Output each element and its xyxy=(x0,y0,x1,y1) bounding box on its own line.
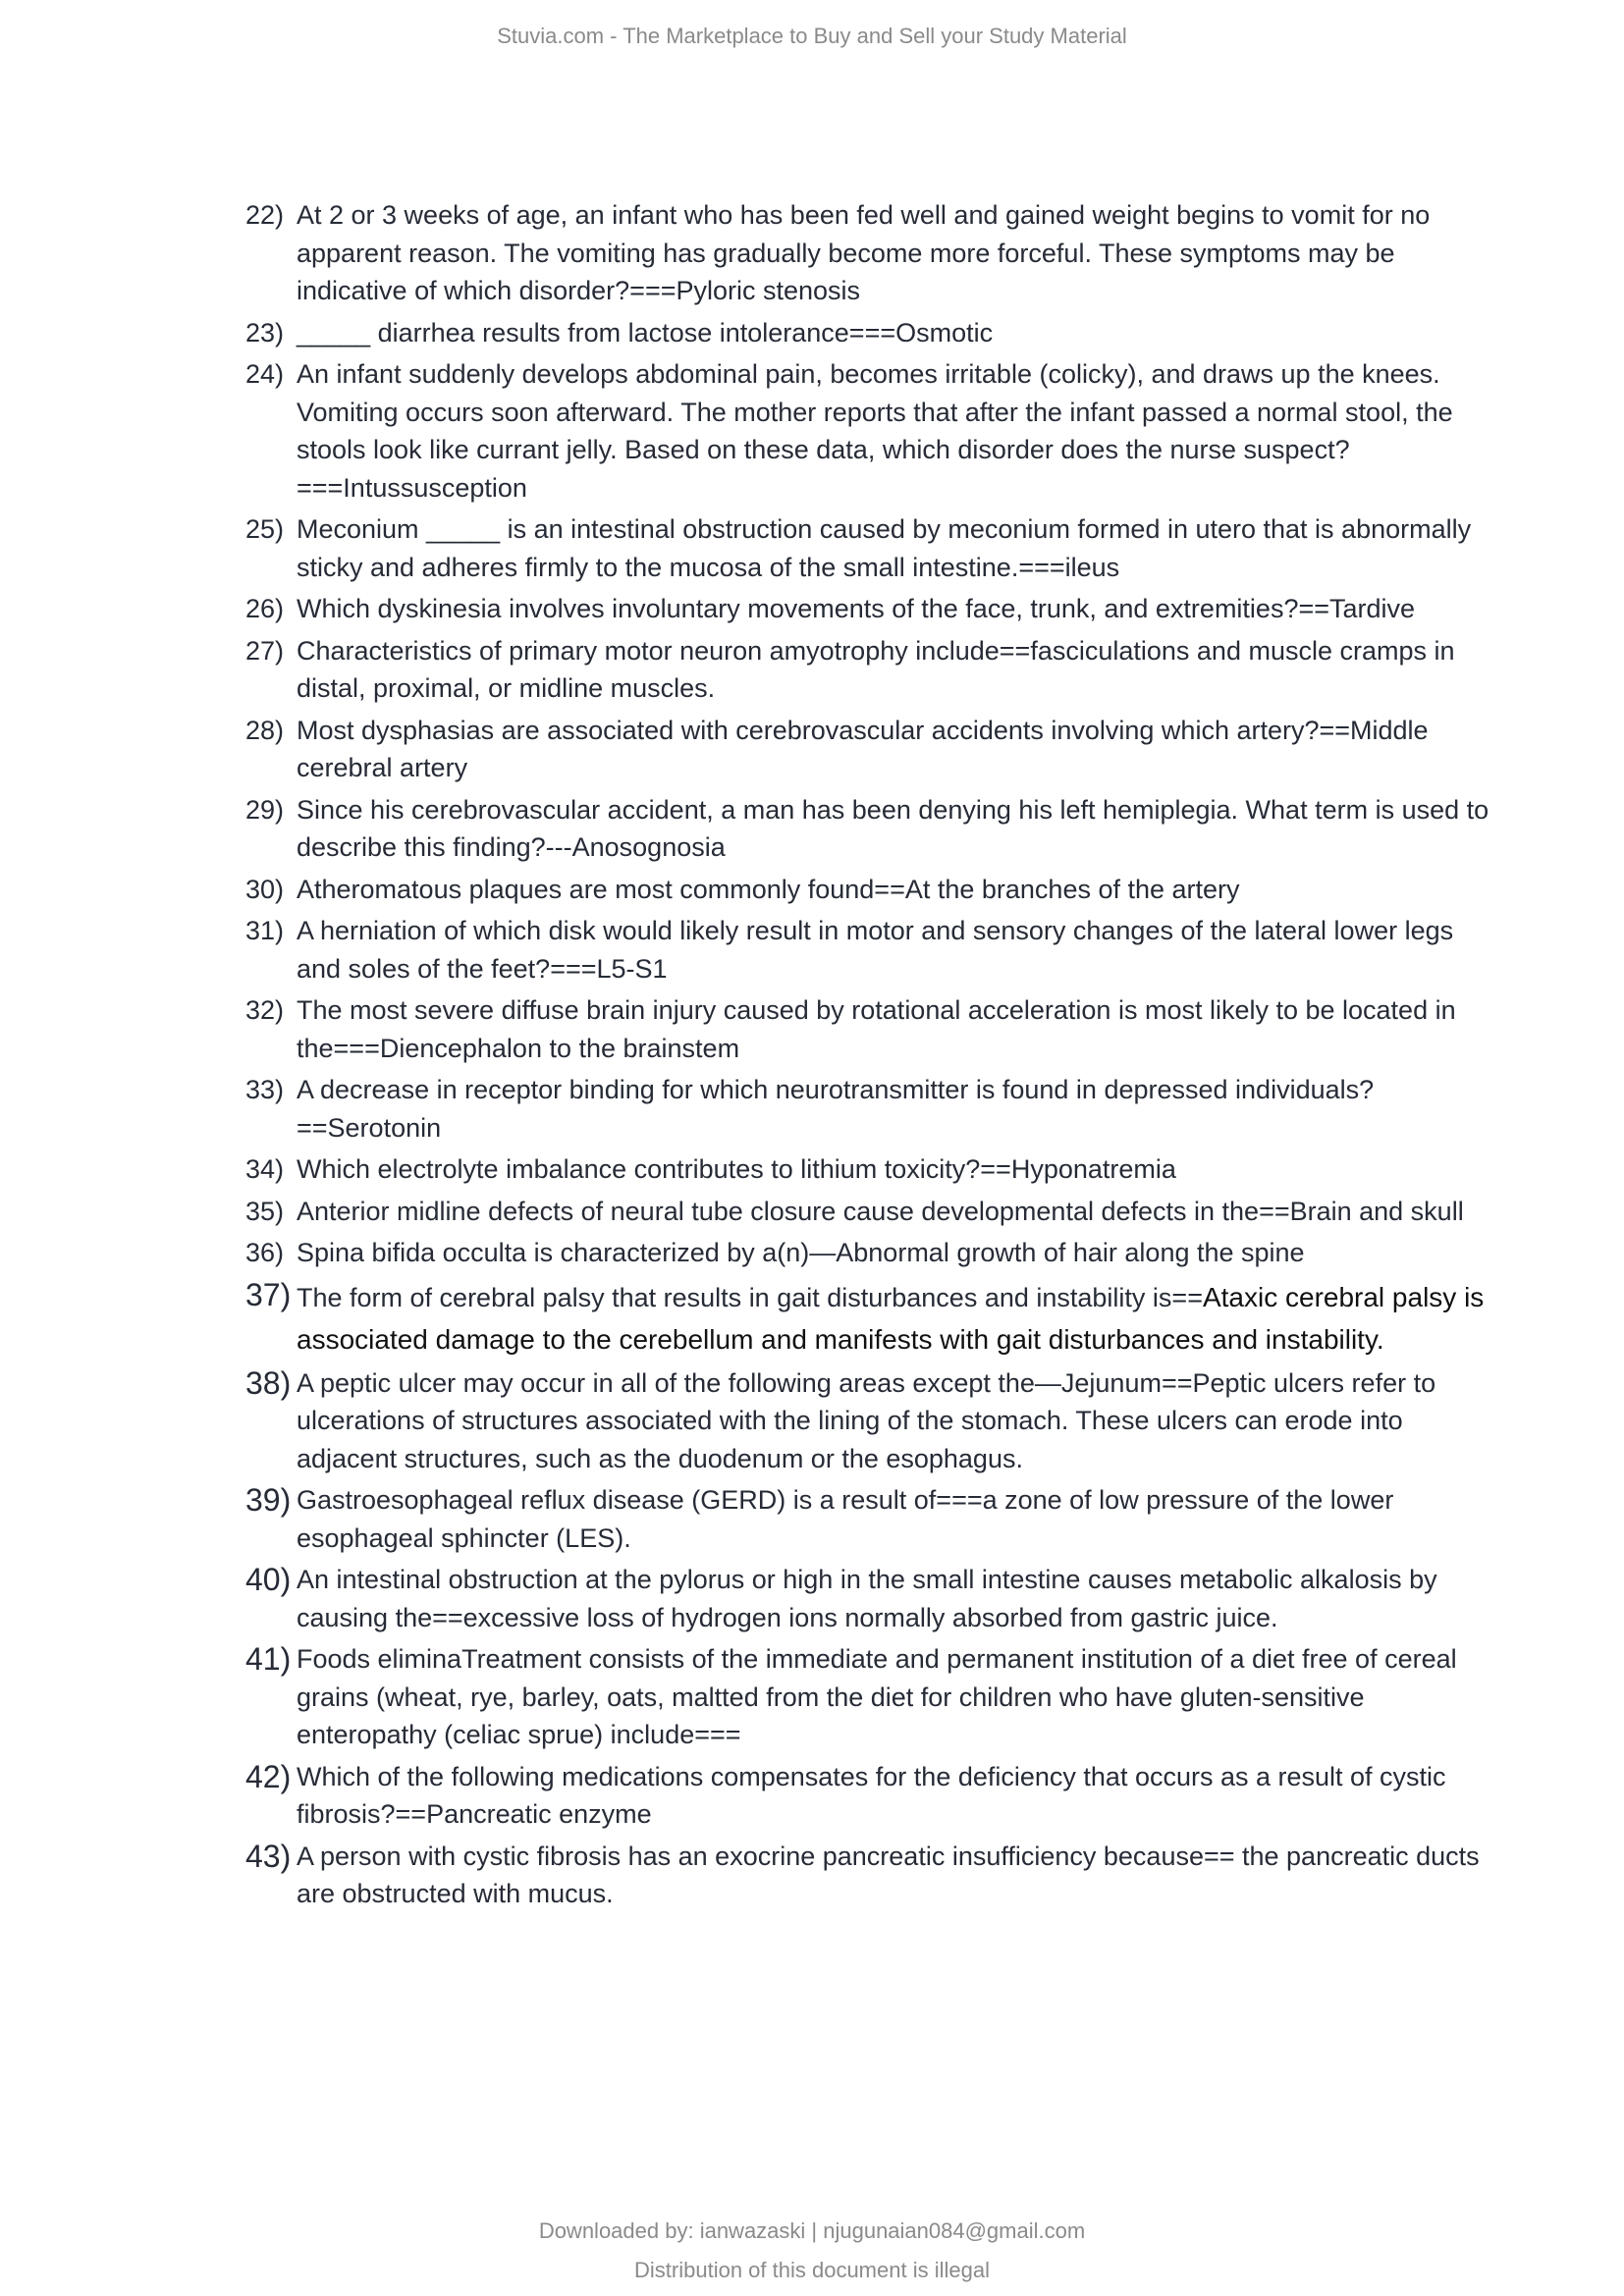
question-text: Most dysphasias are associated with cerebrovascular accidents involving which artery?==Middle cerebral artery xyxy=(297,715,1429,782)
question-text: Characteristics of primary motor neuron amyotrophy include==fasciculations and muscle cramps in distal, proximal, or midline muscles. xyxy=(297,635,1455,703)
question-item xyxy=(245,1276,1492,1361)
question-number: 35) xyxy=(245,1196,285,1226)
question-item xyxy=(245,355,1492,507)
question-item xyxy=(245,712,1492,787)
question-number: 33) xyxy=(245,1075,285,1104)
question-list xyxy=(245,196,1492,1917)
question-text: A person with cystic fibrosis has an exocrine pancreatic insufficiency because== the pancreatic ducts are obstructed with mucus. xyxy=(297,1841,1480,1908)
question-item xyxy=(245,991,1492,1067)
question-number: 28) xyxy=(245,715,285,745)
question-text: The most severe diffuse brain injury caused by rotational acceleration is most likely to be located in the===Diencephalon to the brainstem xyxy=(297,995,1456,1063)
question-number: 39) xyxy=(245,1482,292,1518)
question-number: 40) xyxy=(245,1562,292,1597)
question-answer-extra: Ataxic cerebral palsy is associated damage to the cerebellum and manifests with gait disturbances and instability. xyxy=(297,1281,1485,1355)
question-number: 38) xyxy=(245,1364,292,1401)
footer-downloaded-by: Downloaded by: ianwazaski | njugunaian084@gmail.com xyxy=(538,2218,1086,2243)
question-text: Meconium _____ is an intestinal obstruction caused by meconium formed in utero that is abnormally sticky and adheres firmly to the mucosa of the small intestine.===ileus xyxy=(297,514,1472,582)
question-item xyxy=(245,791,1492,867)
question-text: At 2 or 3 weeks of age, an infant who has been fed well and gained weight begins to vomit for no apparent reason. The vomiting has gradually become more forceful. These symptoms may be indicative of which disorder?===Pyloric stenosis xyxy=(297,200,1431,305)
question-item xyxy=(245,1838,1492,1913)
question-number: 36) xyxy=(245,1238,285,1267)
question-item xyxy=(245,510,1492,586)
question-text: A decrease in receptor binding for which neurotransmitter is found in depressed individuals? ==Serotonin xyxy=(297,1075,1375,1143)
question-item xyxy=(245,314,1492,352)
question-text: Anterior midline defects of neural tube closure cause developmental defects in the==Brain and skull xyxy=(297,1196,1464,1226)
question-number: 42) xyxy=(245,1758,292,1794)
question-number: 23) xyxy=(245,317,285,347)
question-number: 41) xyxy=(245,1641,292,1677)
question-text: Since his cerebrovascular accident, a man has been denying his left hemiplegia. What term is used to describe this finding?---Anosognosia xyxy=(297,794,1489,862)
question-item xyxy=(245,1481,1492,1557)
question-text: Atheromatous plaques are most commonly found==At the branches of the artery xyxy=(297,874,1240,904)
question-item xyxy=(245,871,1492,909)
question-item xyxy=(245,1758,1492,1834)
question-number: 22) xyxy=(245,200,285,230)
question-item xyxy=(245,1561,1492,1636)
question-item xyxy=(245,1071,1492,1147)
question-item xyxy=(245,632,1492,708)
question-number: 34) xyxy=(245,1154,285,1184)
question-number: 26) xyxy=(245,594,285,623)
question-text: _____ diarrhea results from lactose intolerance===Osmotic xyxy=(297,317,994,347)
question-item xyxy=(245,912,1492,988)
question-text: Which of the following medications compensates for the deficiency that occurs as a result of cystic fibrosis?==Pancreatic enzyme xyxy=(297,1761,1446,1829)
question-text: Foods eliminaTreatment consists of the immediate and permanent institution of a diet free of cereal grains (wheat, rye, barley, oats, maltted from the diet for children who have gluten-sensitive enteropathy (celiac sprue) include=== xyxy=(297,1644,1457,1749)
question-item xyxy=(245,1640,1492,1754)
question-item xyxy=(245,1150,1492,1189)
question-number: 43) xyxy=(245,1838,292,1874)
question-item xyxy=(245,1364,1492,1478)
question-number: 25) xyxy=(245,514,285,544)
question-text: Spina bifida occulta is characterized by a(n)—Abnormal growth of hair along the spine xyxy=(297,1238,1305,1267)
question-number: 30) xyxy=(245,874,285,904)
question-number: 24) xyxy=(245,359,285,389)
question-text: A peptic ulcer may occur in all of the following areas except the—Jejunum==Peptic ulcers refer to ulcerations of structures associated with the lining of the stomach. These ulcers can erode into adjacent structures, such as the duodenum or the esophagus. xyxy=(297,1367,1436,1473)
question-item xyxy=(245,1193,1492,1231)
question-text: Which dyskinesia involves involuntary movements of the face, trunk, and extremities?==Tardive xyxy=(297,594,1416,623)
question-text: An infant suddenly develops abdominal pain, becomes irritable (colicky), and draws up the knees. Vomiting occurs soon afterward. The mother reports that after the infant passed a normal stool, the stools look like currant jelly. Based on these data, which disorder does the nurse suspect? ===Intussusception xyxy=(297,359,1453,503)
question-text: An intestinal obstruction at the pylorus or high in the small intestine causes metabolic alkalosis by causing the==excessive loss of hydrogen ions normally absorbed from gastric juice. xyxy=(297,1565,1437,1632)
question-item xyxy=(245,196,1492,310)
question-text: Gastroesophageal reflux disease (GERD) is a result of===a zone of low pressure of the lower esophageal sphincter (LES). xyxy=(297,1485,1394,1553)
question-number: 32) xyxy=(245,995,285,1025)
footer-distribution-notice: Distribution of this document is illegal xyxy=(634,2258,990,2282)
question-text: Which electrolyte imbalance contributes to lithium toxicity?==Hyponatremia xyxy=(297,1154,1176,1184)
question-number: 29) xyxy=(245,794,285,825)
question-text: A herniation of which disk would likely result in motor and sensory changes of the lateral lower legs and soles of the feet?===L5-S1 xyxy=(297,916,1454,984)
question-number: 37) xyxy=(245,1276,292,1312)
question-number: 31) xyxy=(245,916,285,945)
question-number: 27) xyxy=(245,635,285,666)
question-item xyxy=(245,590,1492,628)
question-text: The form of cerebral palsy that results in gait disturbances and instability is== xyxy=(297,1282,1203,1312)
page-header: Stuvia.com - The Marketplace to Buy and Sell your Study Material xyxy=(497,24,1127,48)
question-item xyxy=(245,1234,1492,1272)
